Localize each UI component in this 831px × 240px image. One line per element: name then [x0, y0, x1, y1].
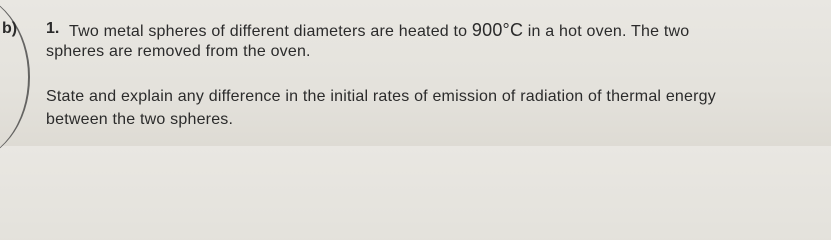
question-number: 1.	[46, 20, 60, 37]
question-line-1-before: Two metal spheres of different diameters are heated to	[69, 23, 472, 40]
question-line-1-after: in a hot oven. The two	[523, 23, 690, 40]
question-line-1	[69, 20, 689, 41]
part-label: b)	[2, 20, 18, 37]
question-line-2: spheres are removed from the oven.	[46, 43, 311, 60]
question-line-3: State and explain any difference in the initial rates of emission of radiation of thermal energy	[46, 88, 716, 105]
temperature-value: 900°C	[471, 20, 524, 40]
question-line-4: between the two spheres.	[46, 111, 234, 128]
